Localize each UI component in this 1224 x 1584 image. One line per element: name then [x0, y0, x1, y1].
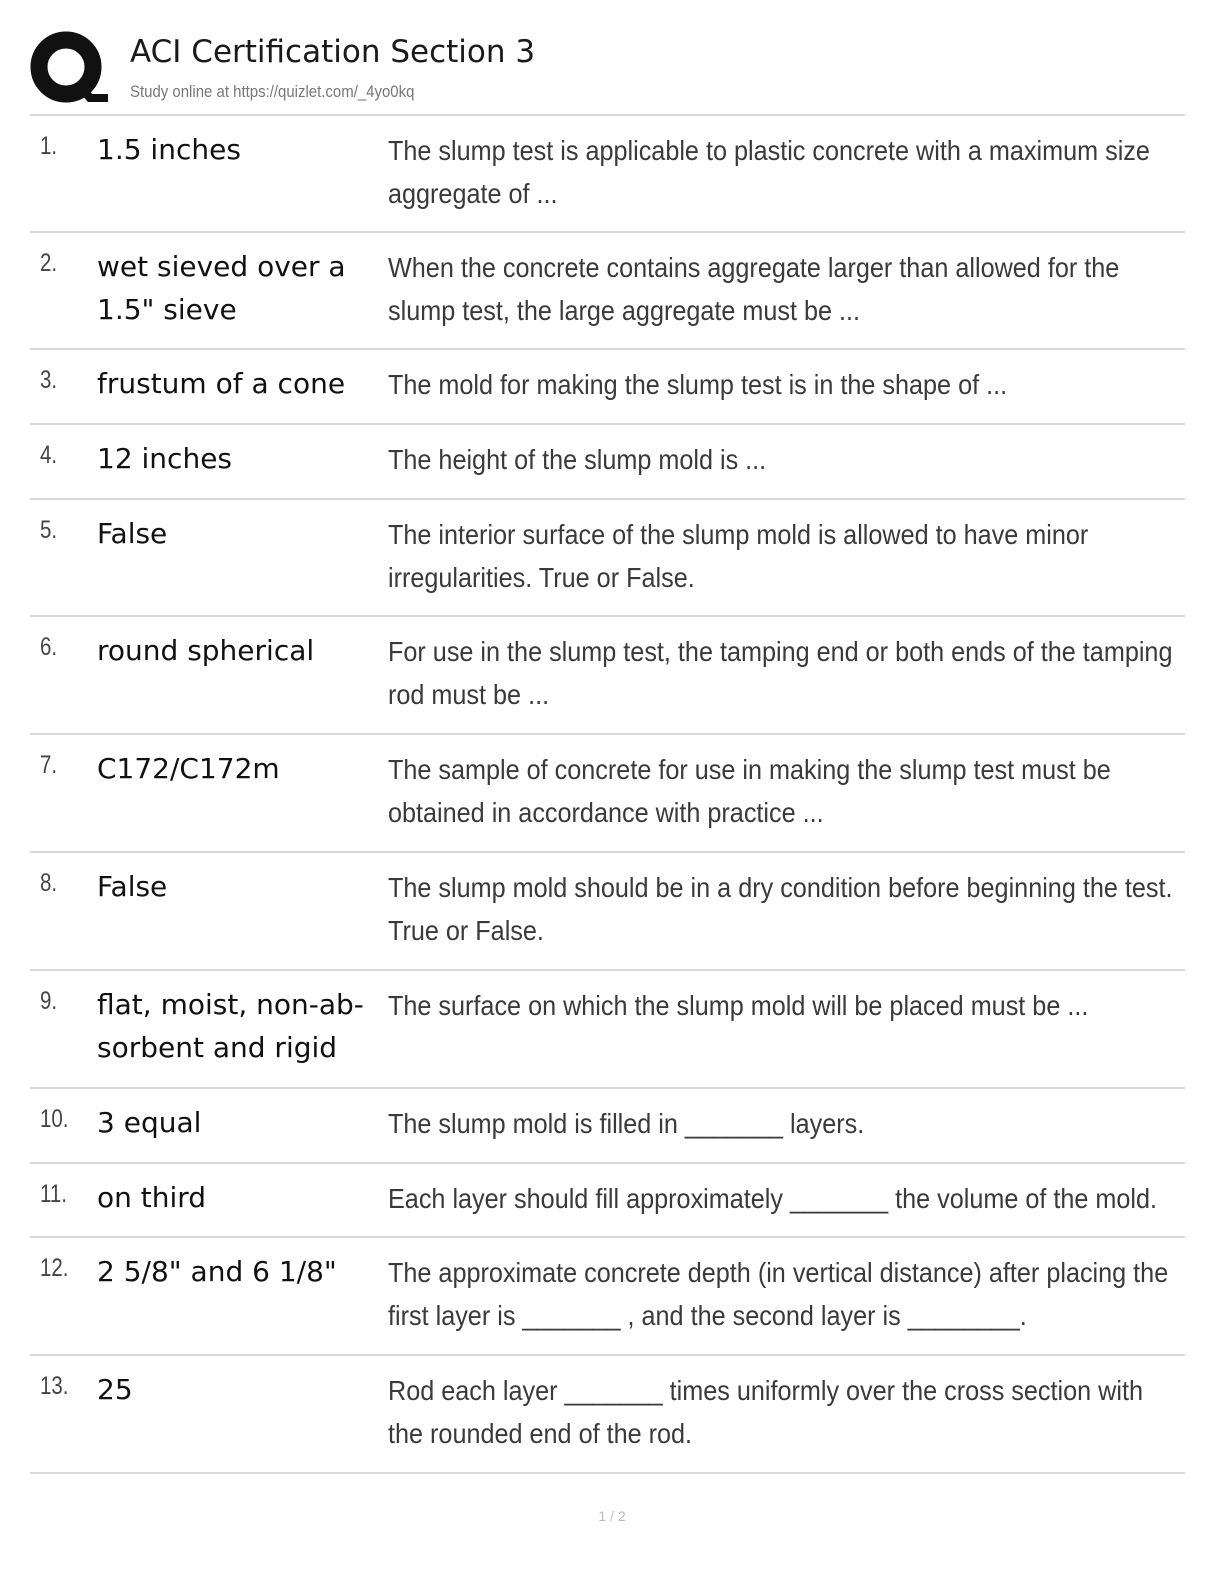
document-title: ACI Certification Section 3: [130, 34, 536, 70]
card-number: 8.: [40, 869, 58, 897]
flashcard-row: [30, 1089, 1185, 1164]
card-definition: The slump mold should be in a dry condition before beginning the test. True or False.: [388, 872, 1173, 946]
card-number: 3.: [40, 366, 58, 394]
card-definition: Rod each layer _______ times uniformly over the cross section with the rounded end of the rod.: [388, 1375, 1143, 1449]
card-number: 9.: [40, 987, 58, 1015]
card-definition: The approximate concrete depth (in vertical distance) after placing the first layer is _______ , and the second layer is ________.: [388, 1257, 1169, 1331]
card-term: on third: [97, 1181, 207, 1214]
flashcard-row: [30, 853, 1185, 971]
card-term: False: [97, 870, 168, 903]
flashcard-row: [30, 1164, 1185, 1238]
card-definition: When the concrete contains aggregate larger than allowed for the slump test, the large aggregate must be ...: [388, 252, 1120, 326]
card-term: 1.5 inches: [97, 133, 241, 166]
card-term: round spherical: [97, 634, 315, 667]
flashcard-row: [30, 425, 1185, 500]
flashcard-row: [30, 500, 1185, 617]
card-term: 25: [97, 1373, 133, 1406]
card-definition: The slump mold is filled in _______ layers.: [388, 1108, 865, 1139]
document-header: [30, 30, 1185, 116]
card-term: 3 equal: [97, 1106, 202, 1139]
card-number: 13.: [40, 1372, 69, 1400]
card-term: False: [97, 517, 168, 550]
card-definition: The height of the slump mold is ...: [388, 444, 767, 475]
study-online-link[interactable]: Study online at https://quizlet.com/_4yo0kq: [130, 82, 415, 101]
page-number: 1 / 2: [598, 1508, 626, 1524]
card-definition: For use in the slump test, the tamping end or both ends of the tamping rod must be ...: [388, 636, 1173, 710]
card-number: 2.: [40, 249, 58, 277]
flashcard-row: [30, 1238, 1185, 1356]
card-number: 4.: [40, 441, 58, 469]
card-number: 12.: [40, 1254, 69, 1282]
flashcard-list: [30, 116, 1185, 1474]
flashcard-row: [30, 350, 1185, 425]
flashcard-row: [30, 735, 1185, 853]
flashcard-row: [30, 1356, 1185, 1474]
card-number: 11.: [40, 1180, 67, 1208]
card-number: 6.: [40, 633, 58, 661]
flashcard-row: [30, 617, 1185, 735]
card-term: frustum of a cone: [97, 367, 346, 400]
quizlet-q-logo-icon: [30, 30, 108, 108]
card-number: 10.: [40, 1105, 69, 1133]
card-term: C172/C172m: [97, 752, 280, 785]
card-number: 5.: [40, 516, 58, 544]
card-definition: The interior surface of the slump mold is allowed to have minor irregularities. True or False.: [388, 519, 1089, 593]
flashcard-row: [30, 971, 1185, 1089]
card-definition: The slump test is applicable to plastic concrete with a maximum size aggregate of ...: [388, 135, 1150, 209]
card-term: 2 5/8" and 6 1/8": [97, 1255, 337, 1288]
card-term: 12 inches: [97, 442, 233, 475]
card-term: flat, moist, non-ab-sorbent and rigid: [97, 988, 364, 1064]
card-term: wet sieved over a 1.5" sieve: [97, 250, 346, 326]
flashcard-row: [30, 116, 1185, 233]
card-number: 7.: [40, 751, 58, 779]
card-definition: The mold for making the slump test is in the shape of ...: [388, 369, 1008, 400]
card-definition: The sample of concrete for use in making the slump test must be obtained in accordance with practice ...: [388, 754, 1111, 828]
card-definition: Each layer should fill approximately _______ the volume of the mold.: [388, 1183, 1158, 1214]
flashcard-row: [30, 233, 1185, 350]
card-definition: The surface on which the slump mold will be placed must be ...: [388, 990, 1089, 1021]
card-number: 1.: [40, 132, 58, 160]
